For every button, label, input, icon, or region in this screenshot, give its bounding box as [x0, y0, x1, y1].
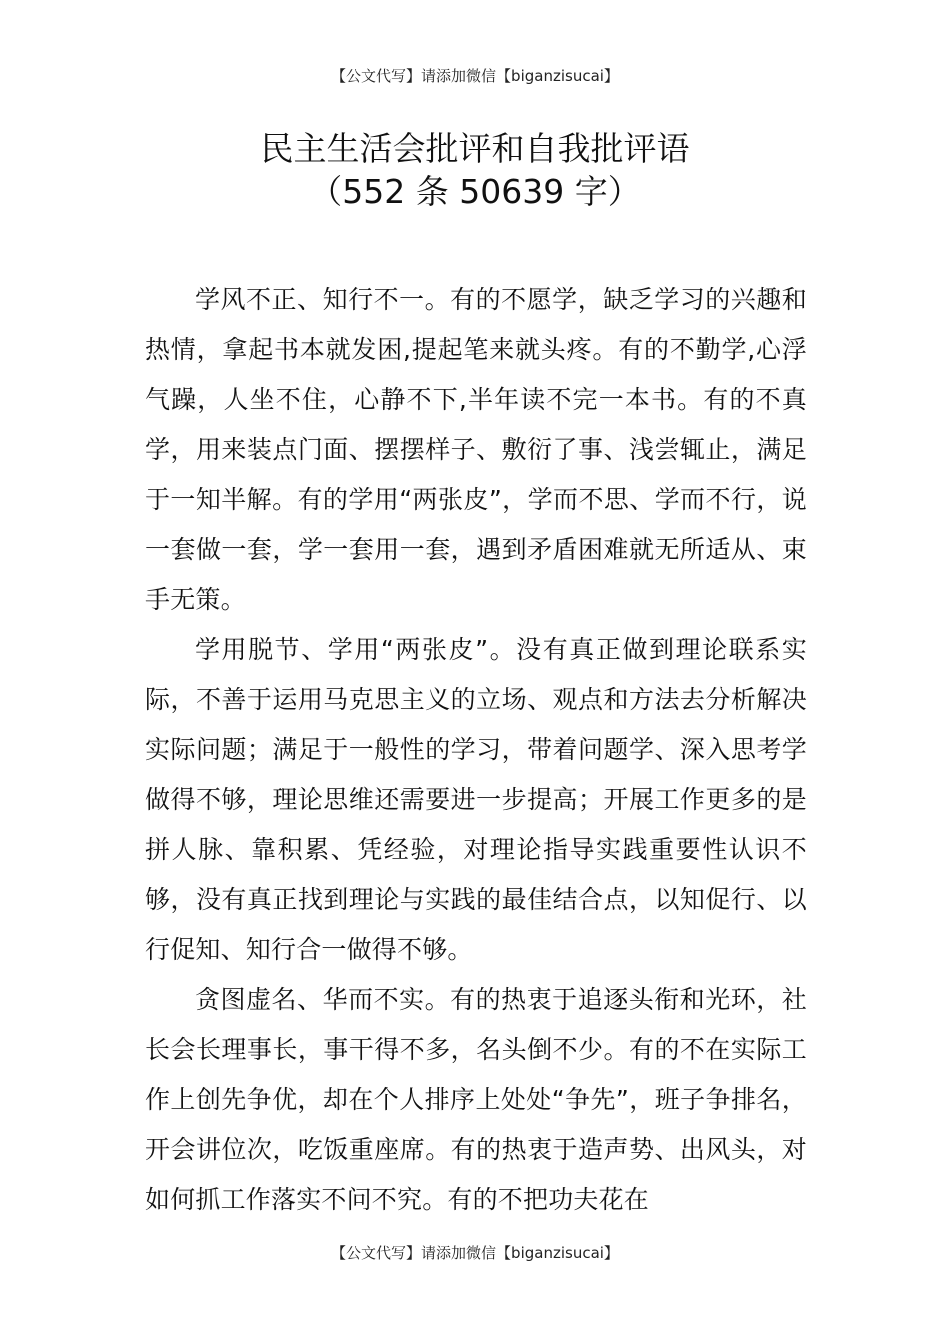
document-body [145, 275, 807, 1225]
page-header: 【公文代写】请添加微信【biganzisucai】 [331, 67, 619, 85]
document-title: 民主生活会批评和自我批评语 [260, 129, 690, 168]
document-subtitle: （552 条 50639 字） [309, 172, 641, 211]
title-block [0, 128, 950, 213]
paragraph-theory-practice: 学用脱节、学用“两张皮”。没有真正做到理论联系实际，不善于运用马克思主义的立场、观点和方法去分析解决实际问题；满足于一般性的学习，带着问题学、深入思考学做得不够，理论思维还需要进一步提高；开展工作更多的是拼人脉、靠积累、凭经验，对理论指导实践重要性认识不够，没有真正找到理论与实践的最佳结合点，以知促行、以行促知、知行合一做得不够。 [145, 635, 807, 964]
paragraph-study-style: 学风不正、知行不一。有的不愿学，缺乏学习的兴趣和热情，拿起书本就发困,提起笔来就头疼。有的不勤学,心浮气躁，人坐不住，心静不下,半年读不完一本书。有的不真学，用来装点门面、摆摆样子、敷衍了事、浅尝辄止，满足于一知半解。有的学用“两张皮”，学而不思、学而不行，说一套做一套，学一套用一套，遇到矛盾困难就无所适从、束手无策。 [145, 285, 807, 614]
paragraph-vanity: 贪图虚名、华而不实。有的热衷于追逐头衔和光环，社长会长理事长，事干得不多，名头倒不少。有的不在实际工作上创先争优，却在个人排序上处处“争先”，班子争排名，开会讲位次，吃饭重座席。有的热衷于造声势、出风头，对如何抓工作落实不问不究。有的不把功夫花在 [145, 985, 807, 1214]
page-footer: 【公文代写】请添加微信【biganzisucai】 [331, 1244, 619, 1262]
